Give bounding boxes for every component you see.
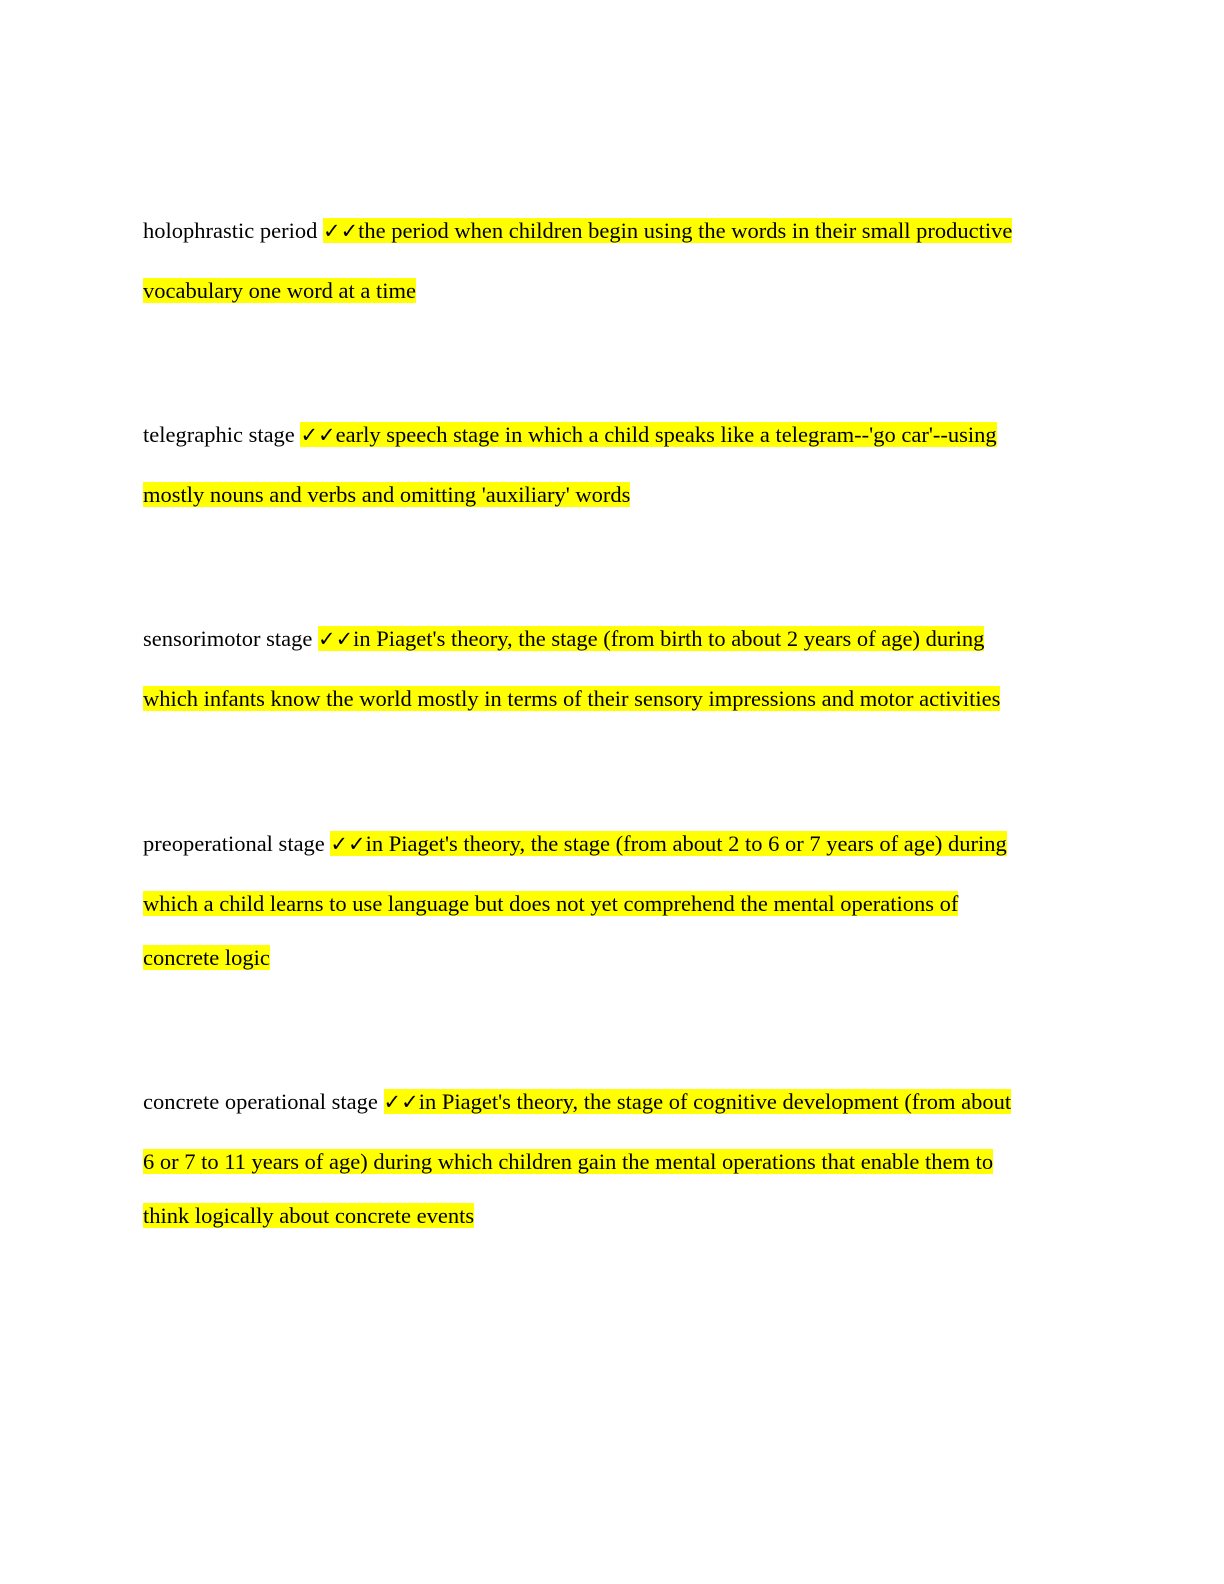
check-mark-icon: ✓✓	[300, 423, 336, 447]
definition-text: early speech stage in which a child speaks like a telegram--'go car'--using	[335, 422, 997, 447]
entry-line	[143, 420, 997, 450]
entry-line	[143, 1147, 993, 1177]
check-mark-icon: ✓✓	[322, 219, 359, 243]
definition-text: vocabulary one word at a time	[143, 278, 417, 303]
entry-definition-highlight	[384, 1089, 1012, 1114]
definition-text: which a child learns to use language but does not yet comprehend the mental operations of	[143, 891, 959, 916]
entry-line	[143, 1087, 1011, 1117]
entry-definition-highlight	[318, 626, 984, 651]
entry-line	[143, 1201, 474, 1231]
entry-line	[143, 276, 416, 306]
entry-line	[143, 624, 984, 654]
definition-text: in Piaget's theory, the stage (from about 2 to 6 or 7 years of age) during	[365, 831, 1007, 856]
entry-term: preoperational stage	[143, 831, 325, 856]
entry-line	[143, 889, 958, 919]
definition-text: concrete logic	[143, 945, 270, 970]
check-mark-icon: ✓✓	[330, 832, 366, 856]
definition-text: mostly nouns and verbs and omitting 'auxiliary' words	[143, 482, 631, 507]
entry-term: concrete operational stage	[143, 1089, 378, 1114]
definition-text: which infants know the world mostly in terms of their sensory impressions and motor activities	[143, 686, 1001, 711]
entry-definition-highlight	[330, 831, 1006, 856]
definition-text: in Piaget's theory, the stage (from birth to about 2 years of age) during	[353, 626, 985, 651]
entry-definition-highlight	[323, 218, 1012, 243]
definition-text: 6 or 7 to 11 years of age) during which children gain the mental operations that enable them to	[143, 1149, 994, 1174]
check-mark-icon: ✓✓	[317, 627, 354, 651]
entry-term: telegraphic stage	[143, 422, 295, 447]
entry-line	[143, 480, 630, 510]
entry-term: holophrastic period	[143, 218, 318, 243]
definition-text: think logically about concrete events	[143, 1203, 475, 1228]
entry-definition-highlight	[300, 422, 996, 447]
entry-line	[143, 829, 1007, 859]
entry-line	[143, 943, 270, 973]
entry-line	[143, 216, 1012, 246]
definition-text: the period when children begin using the words in their small productive	[358, 218, 1013, 243]
definition-text: in Piaget's theory, the stage of cognitive development (from about	[418, 1089, 1012, 1114]
entry-line	[143, 684, 1000, 714]
check-mark-icon: ✓✓	[383, 1090, 419, 1114]
entry-term: sensorimotor stage	[143, 626, 313, 651]
